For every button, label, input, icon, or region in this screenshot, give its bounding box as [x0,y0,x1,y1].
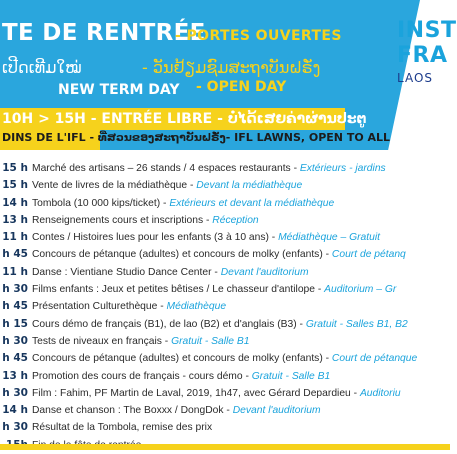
schedule-row [0,316,450,333]
schedule-location: Gratuit - Salle B1 [251,370,331,382]
schedule-description [32,298,226,315]
schedule-activity: Résultat de la Tombola, remise des prix [32,422,213,434]
schedule-activity: Film : Fahim, PF Martin de Laval, 2019, 1h47, avec Gérard Depardieu - [32,387,360,399]
schedule-time: h 30 [2,334,28,347]
schedule-description [32,160,386,177]
schedule-activity: Présentation Culturethèque - [32,301,167,313]
schedule-row [0,350,450,367]
schedule-location: Médiathèque – Gratuit [278,232,380,244]
schedule-time: 11 h [2,231,28,244]
schedule-description [32,316,408,333]
schedule-activity: Tombola (10 000 kips/ticket) - [32,197,170,209]
schedule-activity: Marché des artisans – 26 stands / 4 espaces restaurants - [32,163,300,174]
schedule-location: Gratuit - Salle B1 [171,335,250,347]
schedule-activity: Tests de niveaux en français - [32,335,172,347]
schedule-activity: Concours de pétanque (adultes) et concours de molky (enfants) - [32,249,332,261]
schedule-location: Court de pétanq [331,249,406,261]
schedule-description [32,368,330,385]
institut-logo [397,18,457,86]
schedule-activity: Renseignements cours et inscriptions - [32,214,213,226]
logo-line-3: LAOS [397,71,434,85]
schedule-row [0,333,450,350]
schedule-description [32,264,309,281]
schedule-row [0,177,450,194]
lao-title-right: - ວັນຢ້ຽມຊົມສະຖາບັນຝຣັ່ງ [142,58,321,77]
schedule-time: h 30 [2,283,28,296]
logo-line-2: FRA [397,43,448,68]
header-banner [0,0,457,150]
schedule-description [32,333,249,350]
schedule-row [0,385,450,402]
schedule-location: Réception [212,214,259,226]
schedule-description [32,385,401,402]
english-open-day: - OPEN DAY [196,79,287,95]
schedule-activity: Vente de livres de la médiathèque - [32,180,197,192]
schedule-description [32,212,259,229]
schedule-time: 13 h [2,213,28,226]
schedule-row [0,264,450,281]
schedule-description [32,195,334,212]
schedule-row [0,281,450,298]
schedule-activity: Danse et chanson : The Boxxx / DongDok - [32,405,233,417]
schedule-list [0,160,450,454]
schedule-activity: Danse : Vientiane Studio Dance Center - [32,266,221,278]
lao-title-left: ເປີດເທີມໃໝ່ [2,58,82,77]
schedule-description [32,350,417,367]
schedule-location: Extérieurs - jardins [299,163,386,174]
schedule-time: 15 h [2,162,28,174]
event-hours: 10H > 15H - ENTRÉE LIBRE - ບໍ່ໄດ້ເສຍຄ່າຜ່ານປະຕູ [2,111,367,127]
schedule-time: 14 h [2,196,28,209]
schedule-row [0,368,450,385]
schedule-row [0,298,450,315]
event-title-accent: - PORTES OUVERTES [175,28,342,44]
schedule-time: 14 h [2,404,28,417]
schedule-time: h 30 [2,421,28,434]
schedule-description [32,419,212,436]
schedule-description [32,177,302,194]
schedule-row [0,195,450,212]
schedule-activity: Contes / Histoires lues pour les enfants (3 à 10 ans) - [32,232,279,244]
schedule-description [32,402,321,419]
event-location: DINS DE L'IFL - ທີ່ສວນຂອງສະຖາບັນຝຣັ່ງ- IFL LAWNS, OPEN TO ALL [2,131,391,144]
schedule-time: 13 h [2,369,28,382]
schedule-activity: Cours démo de français (B1), de lao (B2) et d'anglais (B3) - [32,318,306,330]
schedule-location: Auditorium – Gr [324,284,397,296]
schedule-time: h 45 [2,248,28,261]
logo-line-1: INST [397,18,457,43]
schedule-activity: Promotion des cours de français - cours démo - [32,370,252,382]
schedule-description [32,229,380,246]
event-title: TE DE RENTRÉE [2,20,206,46]
schedule-description [32,246,406,263]
schedule-location: Gratuit - Salles B1, B2 [305,318,408,330]
schedule-row [0,419,450,436]
schedule-location: Devant la médiathèque [196,180,303,192]
schedule-location: Devant l'auditorium [232,405,321,417]
schedule-time: h 15 [2,317,28,330]
schedule-time: 15 h [2,179,28,192]
bottom-strip [0,444,450,450]
schedule-location: Extérieurs et devant la médiathèque [169,197,335,209]
schedule-time: h 45 [2,352,28,365]
schedule-activity: Films enfants : Jeux et petites bêtises / Le chasseur d'antilope - [32,284,325,296]
schedule-row [0,212,450,229]
schedule-location: Devant l'auditorium [220,266,309,278]
schedule-row [0,229,450,246]
schedule-location: Médiathèque [166,301,227,313]
schedule-row [0,246,450,263]
english-title: NEW TERM DAY [58,82,180,98]
schedule-location: Auditoriu [359,387,401,399]
schedule-time: h 30 [2,386,28,399]
schedule-description [32,281,396,298]
schedule-time: h 45 [2,300,28,313]
schedule-row [0,160,450,177]
schedule-location: Court de pétanque [331,353,418,365]
schedule-activity: Concours de pétanque (adultes) et concours de molky (enfants) - [32,353,332,365]
schedule-row [0,402,450,419]
schedule-time: 11 h [2,265,28,278]
